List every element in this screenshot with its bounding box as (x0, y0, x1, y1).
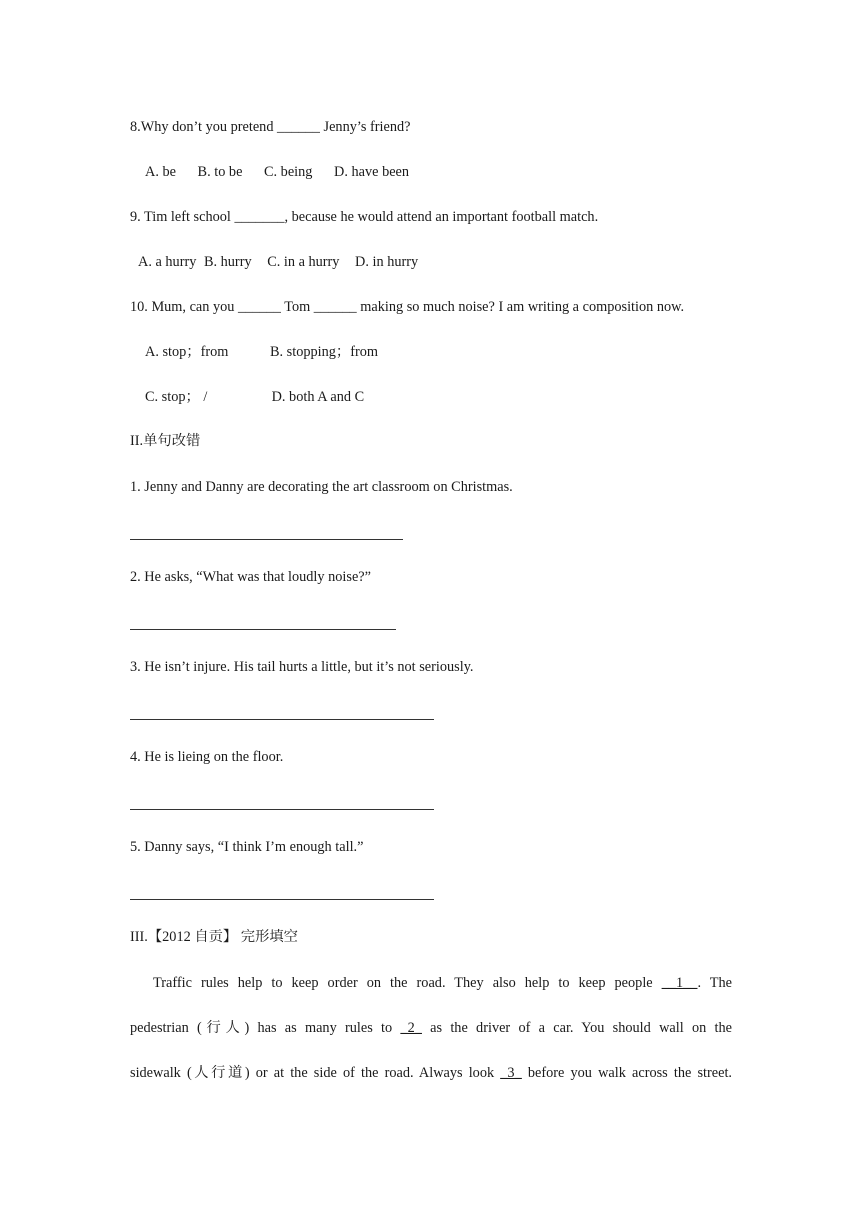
answer-line-2[interactable] (130, 629, 396, 630)
passage-text: sidewalk (人行道) or at the side of the road. Always look (130, 1065, 495, 1081)
option-b: B. stopping；from (269, 344, 379, 360)
passage-text: as the driver of a car. You should wall on the (430, 1020, 732, 1036)
option-d: D. both A and C (271, 389, 365, 405)
option-a: A. stop；from (145, 344, 229, 360)
correction-item-1: 1. Jenny and Danny are decorating the art classroom on Christmas. (130, 479, 513, 495)
correction-item-5: 5. Danny says, “I think I’m enough tall.” (130, 839, 364, 855)
question-9-options (138, 253, 418, 271)
passage-text: before you walk across the street. (527, 1065, 732, 1081)
answer-line-3[interactable] (130, 719, 434, 720)
correction-item-3: 3. He isn’t injure. His tail hurts a little, but it’s not seriously. (130, 659, 474, 675)
question-10-options-row2 (145, 388, 364, 406)
option-c: C. being (264, 164, 313, 180)
cloze-blank-1[interactable]: __1__ (661, 975, 698, 991)
section-2-heading: II.单句改错 (130, 433, 201, 449)
passage-text: Traffic rules help to keep order on the road. They also help to keep people (153, 975, 653, 991)
passage-line-2 (130, 1019, 732, 1037)
answer-line-5[interactable] (130, 899, 434, 900)
option-d: D. in hurry (355, 254, 419, 270)
option-b: B. to be (197, 164, 243, 180)
question-8-options (145, 163, 409, 181)
option-a: A. a hurry (138, 254, 197, 270)
correction-item-2: 2. He asks, “What was that loudly noise?” (130, 569, 371, 585)
option-c: C. in a hurry (267, 254, 340, 270)
question-10-stem: 10. Mum, can you ______ Tom ______ making so much noise? I am writing a composition now. (130, 299, 685, 315)
question-10-options-row1 (145, 343, 378, 361)
answer-line-1[interactable] (130, 539, 403, 540)
cloze-blank-2[interactable]: _2_ (400, 1020, 422, 1036)
passage-text: pedestrian (行人) has as many rules to (130, 1020, 393, 1036)
section-3-heading: III.【2012 自贡】 完形填空 (130, 929, 298, 945)
passage-line-3 (130, 1064, 732, 1082)
cloze-blank-3[interactable]: _3_ (500, 1065, 522, 1081)
option-b: B. hurry (203, 254, 252, 270)
option-a: A. be (145, 164, 176, 180)
option-d: D. have been (334, 164, 410, 180)
question-9-stem: 9. Tim left school _______, because he would attend an important football match. (130, 209, 599, 225)
question-8-stem: 8.Why don’t you pretend ______ Jenny’s friend? (130, 119, 411, 135)
option-c: C. stop； / (145, 389, 208, 405)
answer-line-4[interactable] (130, 809, 434, 810)
passage-line-1 (153, 974, 732, 992)
correction-item-4: 4. He is lieing on the floor. (130, 749, 284, 765)
passage-text: . The (697, 975, 733, 991)
